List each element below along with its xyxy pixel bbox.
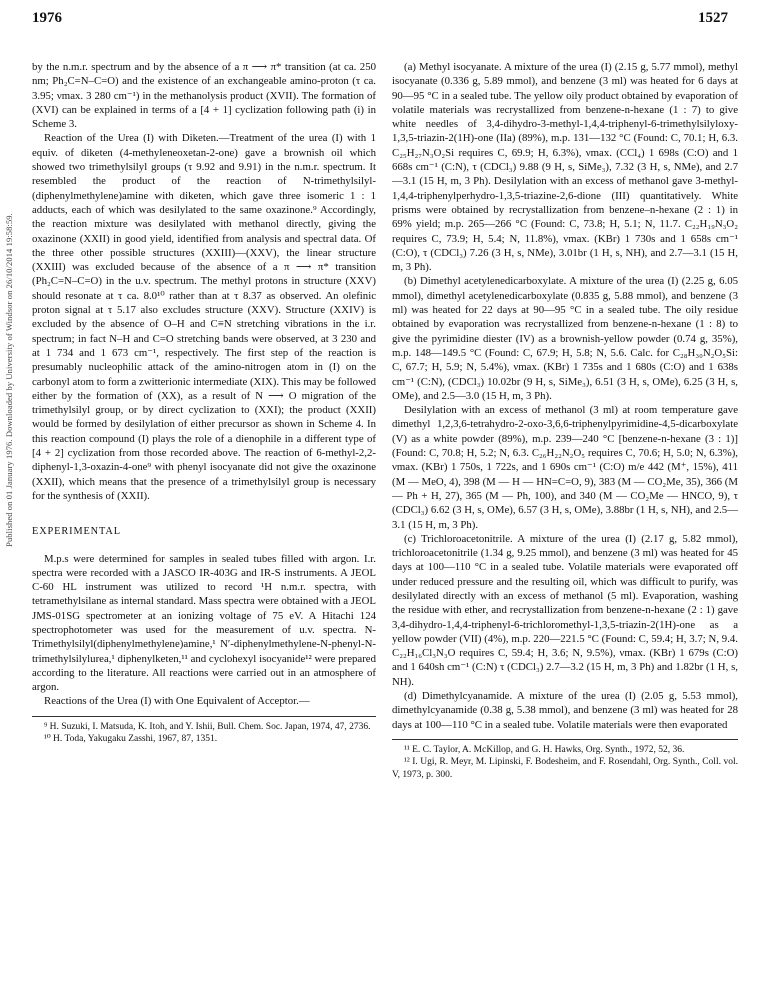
journal-year: 1976 — [32, 10, 62, 26]
footnote-divider — [392, 739, 738, 740]
right-column — [392, 60, 738, 781]
footnote-11: ¹¹ E. C. Taylor, A. McKillop, and G. H. Hawks, Org. Synth., 1972, 52, 36. — [404, 744, 685, 755]
paragraph-instrumentation: M.p.s were determined for samples in sealed tubes filled with argon. I.r. spectra were recorded with a JASCO IR-403G and IR-S instruments. A JEOL C-60 HL instrument was utilized to record ¹H n.m.r. spectra, with tetramethylsilane as internal standard. Mass spectra were obtained with a JEOL JMS-01SG spectrometer at an ionizing voltage of 75 eV. A Hitachi 124 spectrophotometer was used for the measurement of u.v. spectra. N-Trimethylsilyl(diphenylmethylene)amine,¹ N′-diphenylmethylene-N-phenyl-N-trimethylsilylurea,¹ diphenylketen,¹¹ and cyclohexyl isocyanide¹² were prepared according to the literature. All reactions were carried out in an atmosphere of argon. — [32, 552, 376, 694]
paragraph-methanolysis: by the n.m.r. spectrum and by the absence of a π ⟶ π* transition (at ca. 250 nm; Ph₂C=N–C=O) and the existence of an exchangeable amino-proton (τ ca. 3.95; νmax. 3 280 cm⁻¹) in the methanolysis product (XVII). The formation of (XVI) can be explained in terms of a [4 + 1] cyclization following path (i) in Scheme 3. — [32, 61, 376, 131]
footnote-10: ¹⁰ H. Toda, Yakugaku Zasshi, 1967, 87, 1351. — [44, 734, 218, 745]
paragraph-reactions-intro: Reactions of the Urea (I) with One Equivalent of Acceptor.— — [44, 695, 310, 708]
section-heading-experimental: EXPERIMENTAL — [32, 526, 121, 538]
footnote-divider — [32, 716, 376, 717]
footnote-9: ⁹ H. Suzuki, I. Matsuda, K. Itoh, and Y. Ishii, Bull. Chem. Soc. Japan, 1974, 47, 2736. — [44, 721, 371, 732]
paragraph-trichloroacetonitrile: (c) Trichloroacetonitrile. A mixture of the urea (I) (2.17 g, 5.82 mmol), trichloroacetonitrile (1.34 g, 9.25 mmol), and benzene (3 ml) was heated for 45 days at 100—110 °C in a sealed tube. Volatile materials were evaporated off under reduced pressure and the resulting oil, which was difficult to purify, was desilylated directly with an excess of methanol (5 ml). Evaporation, washing the residue with ether, and recrystallization from benzene-n-hexane (2 : 1) gave 3,4-dihydro-1,4,4-triphenyl-6-trichloromethyl-1,3,5-triazin-2(1H)-one as a yellow powder (VII) (4%), m.p. 220—221.5 °C (Found: C, 59.4; H, 3.7; N, 9.4. C₂₂H₁₆Cl₃N₃O requires C, 59.4; H, 3.6; N, 9.5%), νmax. (KBr) 1 679s (C:O) and 1 640sh cm⁻¹ (C:N) τ (CDCl₃) 2.7—3.2 (15 H, m, 3 Ph) and 1.82br (1 H, s, NH). — [392, 532, 738, 688]
left-column — [32, 60, 376, 745]
publication-note — [2, 80, 16, 680]
paragraph-desilylation: Desilylation with an excess of methanol (3 ml) at room temperature gave dimethyl 1,2,3,6-tetrahydro-2-oxo-3,6,6-triphenylpyrimidine-4,5-dicarboxylate (V) as a white powder (89%), m.p. 239—240 °C [benzene-n-hexane (3 : 1)] (Found: C, 70.8; H, 5.2; N, 6.3. C₂₆H₂₂N₂O₅ requires C, 70.6; H, 5.0; N, 6.3%), νmax. (KBr) 1 750s, 1 722s, and 1 690s cm⁻¹ (C:O) m/e 442 (M⁺, 15%), 411 (M — MeO, 4), 398 (M — H — HN=C=O, 9), 383 (M — CO₂Me, 35), 366 (M — Ph + H, 27), 365 (M — Ph, 100), and 340 (M — CO₂Me — HNCO, 9), τ (CDCl₃) 6.62 (3 H, s, OMe), 6.57 (3 H, s, OMe), 3.88br (1 H, s, NH), and 2.5—3.1 (15 H, m, 3 Ph). — [392, 404, 738, 531]
paragraph-methyl-isocyanate: (a) Methyl isocyanate. A mixture of the urea (I) (2.15 g, 5.77 mmol), methyl isocyanate (0.336 g, 5.89 mmol), and benzene (3 ml) was heated for 6 days at 90—95 °C in a sealed tube. The yellow oily product obtained by evaporation of volatile materials was recrystallized from benzene-n-hexane (1 : 7) to give white needles of 3,4-dihydro-3-methyl-1,4,4-triphenyl-6-trimethylsilyloxy-1,3,5-triazin-2(1H)-one (IIa) (89%), m.p. 131—132 °C (Found: C, 70.1; H, 6.3. C₂₅H₂₇N₃O₂Si requires C, 69.9; H, 6.3%), νmax. (CCl₄) 1 698s (C:O) and 1 668s cm⁻¹ (C:N), τ (CDCl₃) 9.88 (9 H, s, SiMe₃), 7.32 (3 H, s, NMe), and 2.7—3.1 (15 H, m, 3 Ph). Desilylation with an excess of methanol gave 3-methyl-1,4,4-triphenylperhydro-1,3,5-triazine-2,6-dione (III) quantitatively. White prisms were obtained by recrystallization from benzene–n-hexane (2 : 1) in 69% yield; m.p. 265—266 °C (Found: C, 73.8; H, 5.1; N, 11.7. C₂₂H₁₉N₃O₂ requires C, 73.9; H, 5.4; N, 11.8%), νmax. (KBr) 1 730s and 1 658s cm⁻¹ (C:O), τ (CDCl₃) 7.26 (3 H, s, NMe), 3.01br (1 H, s, NH), and 2.7—3.1 (15 H, m, 3 Ph). — [392, 61, 738, 274]
paragraph-dimethyl-acetylenedicarboxylate: (b) Dimethyl acetylenedicarboxylate. A mixture of the urea (I) (2.25 g, 6.05 mmol), dimethyl acetylenedicarboxylate (0.835 g, 5.88 mmol), and benzene (3 ml) was heated for 22 days at 90—95 °C in a sealed tube. The oily residue obtained by evaporation was recrystallized from benzene-n-hexane (1 : 8) to give the pyrimidine diester (IV) as a brownish-yellow powder (0.74 g, 35%), m.p. 148—149.5 °C (Found: C, 67.9; H, 5.8; N, 5.6. Calc. for C₂₈H₃₀N₂O₅Si: C, 67.7; H, 5.9; N, 5.4%), νmax. (KBr) 1 735s and 1 680s (C:O) and 1 638s cm⁻¹ (C:N), (CDCl₃) 10.02br (9 H, s, SiMe₃), 6.51 (3 H, s, OMe), 6.25 (3 H, s, OMe), and 2.5—3.0 (15 H, m, 3 Ph). — [392, 275, 738, 402]
publication-note-text: Published on 01 January 1976. Downloaded by University of Windsor on 26/10/2014 19:58:59. — [4, 213, 14, 547]
footnote-12: ¹² I. Ugi, R. Meyr, M. Lipinski, F. Bodesheim, and F. Rosendahl, Org. Synth., Coll. vol. V, 1973, p. 300. — [392, 757, 738, 780]
paragraph-dimethylcyanamide: (d) Dimethylcyanamide. A mixture of the urea (I) (2.05 g, 5.53 mmol), dimethylcyanamide (0.38 g, 5.38 mmol), and benzene (3 ml) was heated for 28 days at 100—110 °C in a sealed tube. Volatile materials were then evaporated — [392, 690, 738, 731]
page-number: 1527 — [698, 10, 728, 26]
paragraph-diketen-reaction: Reaction of the Urea (I) with Diketen.—Treatment of the urea (I) with 1 equiv. of diketen (4-methyleneoxetan-2-one) gave a brownish oil which showed two trimethylsilyl groups (τ 9.92 and 9.91) in the n.m.r. spectrum. It resembled the product of the reaction of N-trimethylsilyl-(diphenylmethylene)amine with diketen, which gave three isomeric 1 : 1 adducts, each of which was desilylated to the same oxazinone.⁹ Accordingly, the reaction mixture was desilylated with methanol directly, giving the oxazinone (XXII) in good yield, identified from analysis and spectral data. Of the three other possible structures (XXIII)—(XXV), the linear structure (XXIII) was excluded because of the absence of a π ⟶ π* transition (Ph₂C=N–C=O) in the u.v. spectrum. The methyl protons in structure (XXV) should resonate at τ ca. 8.0¹⁰ rather than at τ 8.37 as observed. An olefinic proton signal at τ 5.17 also excludes structure (XXV). Structure (XXIV) is excluded by the absence of O–H and C≡N stretching vibrations in the i.r. spectrum; in fact N–H and C=O stretching bands were observed, at 3 230 and at 1 734 and 1 673 cm⁻¹, respectively. The first step of the reaction is presumably nucleophilic attack of the amino-nitrogen atom in (I) on the carbonyl atom to form a zwitterionic intermediate (XIX). This may be followed either by the formation of (XX), as a result of N ⟶ O migration of the trimethylsilyl group, or by direct cyclization to (XXI); the product (XXII) would be formed by desilylation of either precursor as shown in Scheme 4. In this reaction compound (I) plays the role of a dienophile in a different type of [4 + 2] cyclization from those recorded above. The reaction of 6-methyl-2,2-diphenyl-1,3-oxazin-4-one⁹ with phenyl isocyanate did not give the oxazinone (XXII), which means that the presence of a trimethylsilyl group is necessary for the synthesis of (XXII). — [32, 132, 376, 502]
